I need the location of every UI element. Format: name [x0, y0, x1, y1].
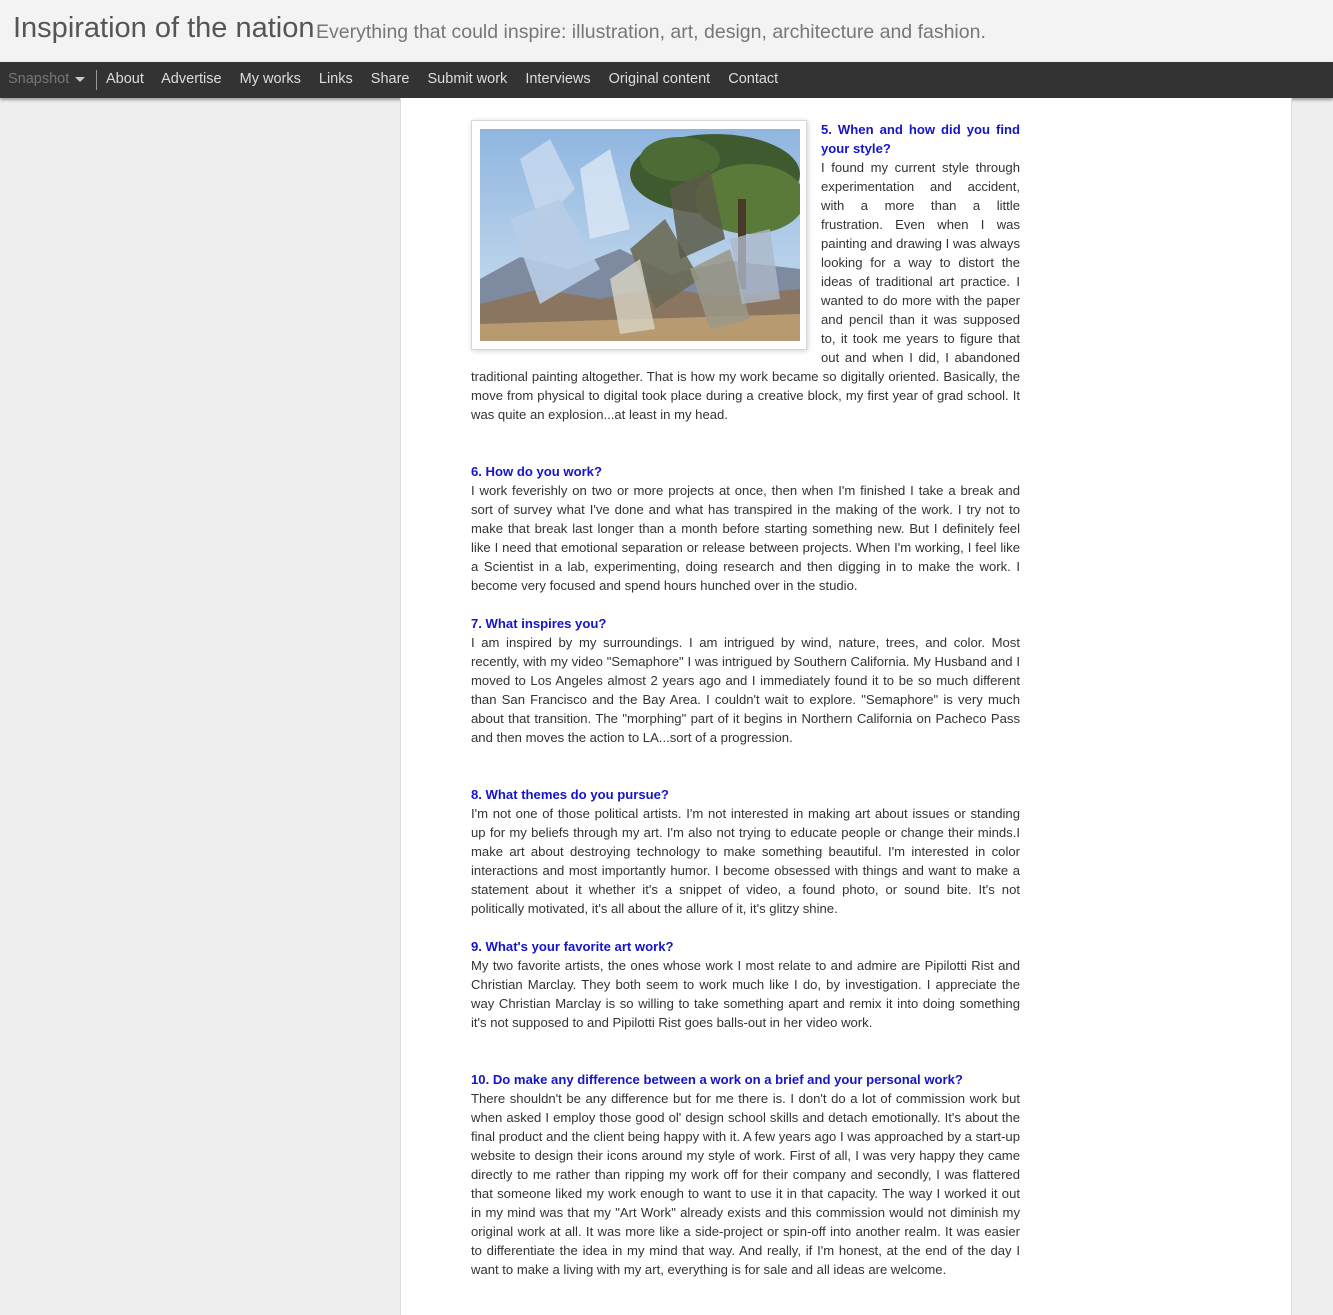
- nav-link-submit-work[interactable]: Submit work: [427, 71, 508, 87]
- post-content-panel: [400, 98, 1292, 1315]
- blog-title[interactable]: Inspiration of the nation: [13, 12, 315, 44]
- artwork-image: [480, 129, 800, 341]
- question-9-title: 9. What's your favorite art work?: [471, 939, 674, 954]
- answer-8-text: I'm not one of those political artists. I'm not interested in making art about issues or standing up for my beliefs through my art. I'm also not trying to educate people or change their minds.I make art about destroying technology to make something beautiful. I'm interested in color interactions and most importantly humor. I become obsessed with things and want to make a statement about it whether it's a snippet of video, a found photo, or sound bite. It's not politically motivated, it's all about the allure of it, it's glitzy shine.: [471, 806, 1020, 916]
- post-body: [471, 120, 1020, 1279]
- nav-link-advertise[interactable]: Advertise: [161, 71, 222, 87]
- question-10-title: 10. Do make any difference between a work on a brief and your personal work?: [471, 1072, 963, 1087]
- answer-10-text: There shouldn't be any difference but for me there is. I don't do a lot of commission work but when asked I employ those good ol' design school skills and detach emotionally. It's about the final product and the client being happy with it. A few years ago I was approached by a start-up website to design their icons around my style of work. First of all, I was very happy they came directly to me rather than ripping my work off for their company and secondly, I was flattered that someone liked my work enough to want to use it in that capacity. The way I worked it out in my mind was that my "Art Work" already exists and this commission would not diminish my original work at all. It was more like a side-project or spin-off into another realm. It was easier to differentiate the idea in my mind that way. And really, if I'm honest, at the end of the day I want to make a living with my art, everything is for sale and all ideas are welcome.: [471, 1091, 1020, 1277]
- nav-link-original-content[interactable]: Original content: [608, 71, 711, 87]
- nav-link-share[interactable]: Share: [370, 71, 410, 87]
- answer-9-text: My two favorite artists, the ones whose work I most relate to and admire are Pipilotti Rist and Christian Marclay. They both seem to work much like I do, by investigation. I appreciate the way Christian Marclay is so willing to take something apart and remix it into doing something it's not supposed to and Pipilotti Rist goes balls-out in her video work.: [471, 958, 1020, 1030]
- nav-link-links[interactable]: Links: [318, 71, 353, 87]
- question-5-title: 5. When and how did you find your style?: [821, 122, 1020, 156]
- question-7-title: 7. What inspires you?: [471, 616, 607, 631]
- nav-link-my-works[interactable]: My works: [239, 71, 301, 87]
- view-mode-dropdown[interactable]: [8, 71, 85, 87]
- question-6-title: 6. How do you work?: [471, 464, 602, 479]
- blog-header: [0, 0, 1333, 63]
- answer-6-text: I work feverishly on two or more projects at once, then when I'm finished I take a break and sort of survey what I've done and what has transpired in the making of the work. I try not to make that break last longer than a month before starting something new. But I definitely feel like I need that emotional separation or release between projects. When I'm working, I feel like a Scientist in a lab, experimenting, doing research and then digging in to make the work. I become very focused and spend hours hunched over in the studio.: [471, 483, 1020, 593]
- blog-description: Everything that could inspire: illustration, art, design, architecture and fashion.: [316, 21, 986, 43]
- nav-link-interviews[interactable]: Interviews: [525, 71, 591, 87]
- nav-links: [106, 71, 792, 87]
- nav-divider: [96, 70, 97, 90]
- question-8-title: 8. What themes do you pursue?: [471, 787, 669, 802]
- answer-5-text: I found my current style through experimentation and accident, with a more than a little frustration. Even when I was painting and drawing I was always looking for a way to distort the ideas of traditional art practice. I wanted to do more with the paper and pencil than it was supposed to, it took me years to figure that out and when I did, I abandoned traditional painting altogether. That is how my work became so digitally oriented. Basically, the move from physical to digital took place during a creative block, my first year of grad school. It was quite an explosion...at least in my head.: [471, 160, 1020, 422]
- view-mode-label: Snapshot: [8, 71, 70, 87]
- nav-link-about[interactable]: About: [106, 71, 144, 87]
- caret-down-icon: [75, 77, 85, 82]
- nav-link-contact[interactable]: Contact: [728, 71, 779, 87]
- navigation-bar: [0, 62, 1333, 98]
- artwork-photo[interactable]: [471, 120, 807, 350]
- answer-7-text: I am inspired by my surroundings. I am intrigued by wind, nature, trees, and color. Most recently, with my video "Semaphore" I was intrigued by Southern California. My Husband and I moved to Los Angeles almost 2 years ago and I immediately found it to be so much different than San Francisco and the Bay Area. I couldn't wait to explore. "Semaphore" is very much about that transition. The "morphing" part of it begins in Northern California on Pacheco Pass and then moves the action to LA...sort of a progression.: [471, 635, 1020, 745]
